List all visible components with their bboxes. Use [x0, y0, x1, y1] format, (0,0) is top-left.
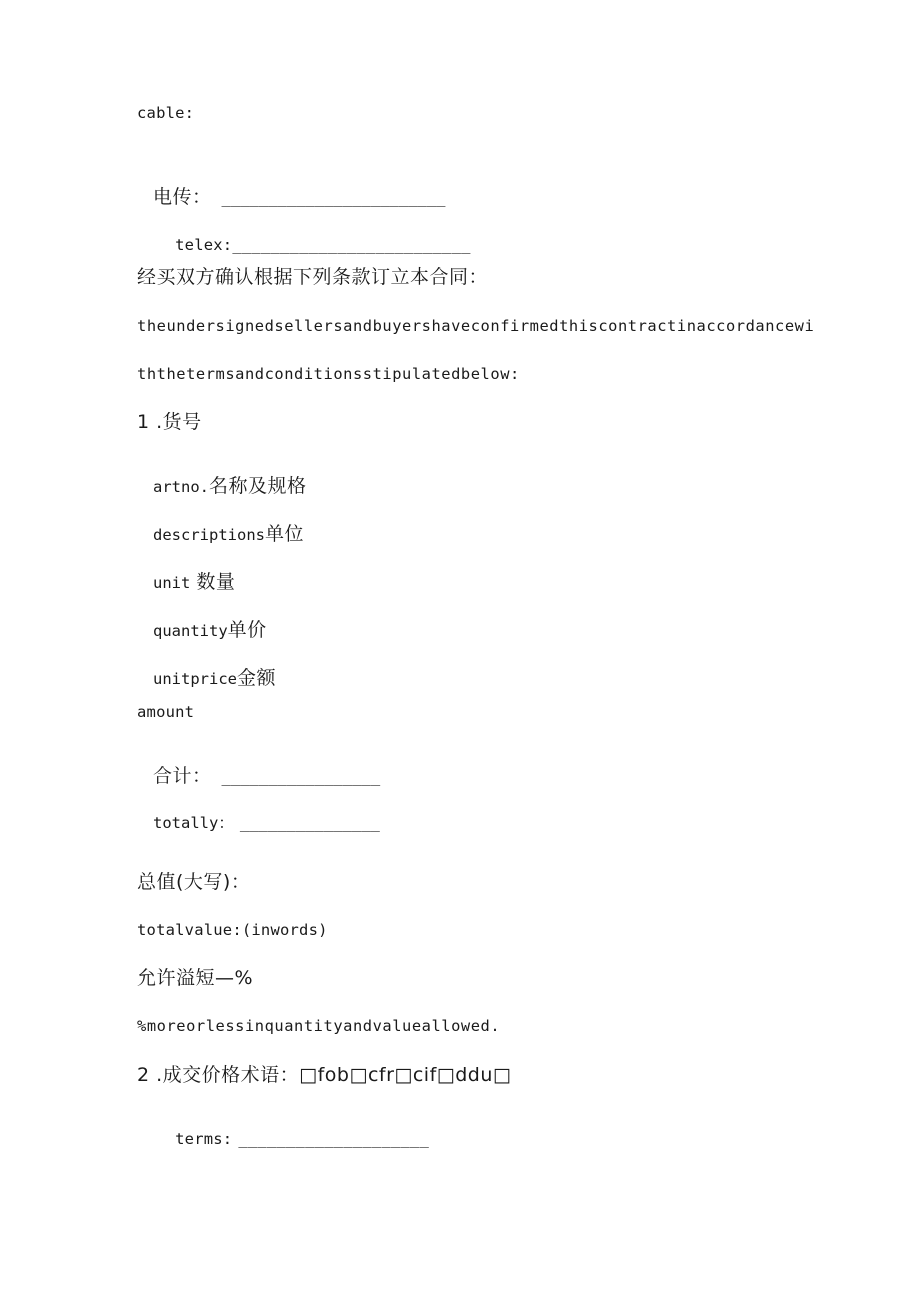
artno-row: [137, 461, 307, 512]
artno-en: artno.: [153, 478, 209, 496]
totally-row: [137, 800, 380, 848]
unitprice-en: unitprice: [153, 670, 237, 688]
unit-en: unit: [153, 574, 191, 592]
unitprice-zh: 金额: [237, 667, 277, 689]
terms-row: [137, 1116, 429, 1163]
descriptions-zh: 单位: [264, 523, 304, 545]
quantity-en: quantity: [153, 622, 228, 640]
total-value-zh: 总值(大写)：: [137, 871, 251, 893]
heji-label: 合计：: [153, 765, 212, 787]
descriptions-en: descriptions: [153, 526, 265, 544]
allowance-zh: 允许溢短—%: [137, 967, 254, 989]
telex-zh-blank[interactable]: ________________________: [221, 189, 446, 207]
unit-row: [137, 557, 235, 608]
quantity-zh: 单价: [227, 619, 267, 641]
intro-en-line-2: ththetermsandconditionsstipulatedbelow:: [137, 365, 520, 383]
total-value-en: totalvalue:(inwords): [137, 921, 328, 939]
telex-zh-row: [137, 172, 445, 223]
allowance-en: %moreorlessinquantityandvalueallowed.: [137, 1017, 501, 1035]
cable-label: cable:: [137, 104, 195, 122]
unit-zh: 数量: [196, 571, 236, 593]
heji-row: [137, 751, 380, 802]
amount-label: amount: [137, 703, 195, 721]
item-1-heading: 1 .货号: [137, 411, 202, 433]
intro-en-line-1: theundersignedsellersandbuyershaveconfirmedthiscontractinaccordancewi: [137, 317, 815, 335]
telex-en-label: telex:: [175, 235, 233, 254]
item-2-price-terms: 2 .成交价格术语：□fob□cfr□cif□ddu□: [137, 1064, 512, 1086]
intro-zh: 经买双方确认根据下列条款订立本合同：: [137, 266, 489, 288]
unitprice-row: [137, 653, 276, 704]
totally-label: totally：: [153, 814, 234, 832]
artno-zh: 名称及规格: [209, 475, 307, 497]
descriptions-row: [137, 509, 304, 560]
totally-blank[interactable]: _______________: [239, 814, 380, 832]
telex-en-blank[interactable]: _________________________: [232, 235, 471, 254]
terms-label: terms:: [175, 1129, 233, 1148]
quantity-row: [137, 605, 267, 656]
heji-blank[interactable]: _________________: [221, 768, 381, 786]
terms-blank[interactable]: ____________________: [238, 1129, 429, 1148]
telex-zh-label: 电传：: [153, 186, 212, 208]
telex-en-row: [137, 222, 471, 269]
